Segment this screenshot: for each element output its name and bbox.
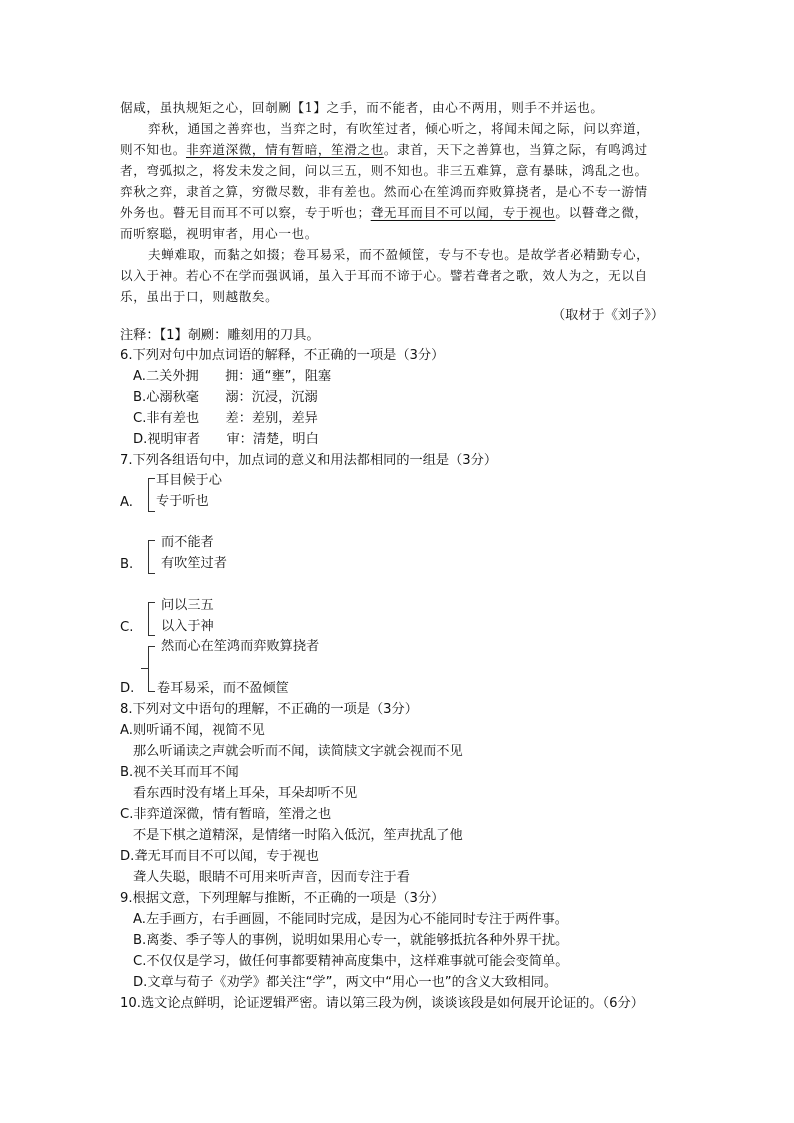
q8-option-b-translation: 看东西时没有堵上耳朵，耳朵却听不见 [133, 786, 358, 801]
q7-option-a-label: A. [120, 495, 133, 510]
passage-line: 倨咸，虽执规矩之心，回剞劂【1】之手，而不能者，由心不两用，则手不并运也。 [120, 100, 604, 115]
underlined-sentence: 聋无耳而目不可以闻，专于视也 [370, 205, 556, 220]
q6-option-b: B.心溺秋毫 溺：沉浸，沉溺 [133, 390, 318, 405]
q9-option-d: D.文章与荀子《劝学》都关注“学”，两文中“用心一也”的含义大致相同。 [133, 975, 558, 990]
q9-option-b: B.离娄、季子等人的事例，说明如果用心专一，就能够抵抗各种外界干扰。 [133, 933, 569, 948]
option-brace [148, 478, 155, 512]
q7-option-c-item: 问以三五 [161, 598, 214, 613]
passage-line [120, 140, 648, 160]
q7-option-b-label: B. [120, 557, 134, 572]
brace-tick [141, 668, 148, 669]
q7-option-d-label: D. [120, 681, 135, 696]
source-citation: （取材于《刘子》） [552, 308, 665, 323]
passage-text: 则不知也。 [120, 142, 186, 157]
q8-option-c-translation: 不是下棋之道精深，是情绪一时陷入低沉，笙声扰乱了他 [133, 828, 463, 843]
question-7-stem: 7.下列各组语句中，加点词的意义和用法都相同的一组是（3分） [120, 453, 498, 468]
q6-option-d: D.视明审者 审：清楚，明白 [133, 432, 319, 447]
q7-option-a-item: 耳目候于心 [156, 473, 222, 488]
question-8-stem: 8.下列对文中语句的理解，不正确的一项是（3分） [120, 702, 418, 717]
passage-line: 而听察聪，视明审者，用心一也。 [120, 226, 318, 241]
passage-line: 弈秋，通国之善弈也，当弈之时，有吹笙过者，倾心听之，将闻未闻之际，问以弈道， [148, 121, 650, 136]
passage-line [120, 203, 648, 223]
q6-option-c: C.非有差也 差：差别，差异 [133, 411, 318, 426]
q9-option-c: C.不仅仅是学习，做任何事都要精神高度集中，这样难事就可能会变简单。 [133, 954, 569, 969]
question-10-stem: 10.选文论点鲜明，论证逻辑严密。请以第三段为例，谈谈该段是如何展开论证的。（6分） [120, 996, 644, 1011]
q7-option-d-item: 然而心在笙鸿而弈败算挠者 [161, 639, 320, 654]
option-brace [148, 540, 155, 574]
q8-option-d-translation: 聋人失聪，眼睛不可用来听声音，因而专注于看 [133, 870, 410, 885]
q7-option-c-label: C. [120, 620, 134, 635]
option-brace [148, 646, 155, 692]
q7-option-c-item: 以入于神 [161, 619, 214, 634]
underlined-sentence: 非弈道深微，情有暂暗，笙滑之也 [185, 142, 384, 157]
q9-option-a: A.左手画方，右手画圆，不能同时完成，是因为心不能同时专注于两件事。 [133, 912, 568, 927]
passage-line: 乐，虽出于口，则越散矣。 [120, 289, 279, 304]
passage-text: 。以瞽聋之微， [555, 205, 648, 220]
annotation-note: 注释：【1】剞劂：雕刻用的刀具。 [120, 328, 320, 343]
passage-text: 。隶首，天下之善算也，当算之际，有鸣鸿过 [383, 142, 648, 157]
passage-line: 弈秋之弈，隶首之算，穷微尽数，非有差也。然而心在笙鸿而弈败算挠者，是心不专一游情 [120, 184, 648, 199]
q8-option-a: A.则听诵不闻，视简不见 [120, 723, 265, 738]
passage-line: 以入于神。若心不在学而强讽诵，虽入于耳而不谛于心。譬若聋者之歌，效人为之，无以自 [120, 268, 648, 283]
q7-option-a-item: 专于听也 [156, 494, 209, 509]
q7-option-b-item: 有吹笙过者 [161, 556, 227, 571]
question-9-stem: 9.根据文意，下列理解与推断，不正确的一项是（3分） [120, 891, 445, 906]
q6-option-a: A.二关外拥 拥：通“壅”，阻塞 [133, 369, 332, 384]
q8-option-b: B.视不关耳而耳不闻 [120, 765, 239, 780]
passage-text: 外务也。瞽无目而耳不可以察，专于听也； [120, 205, 371, 220]
question-6-stem: 6.下列对句中加点词语的解释，不正确的一项是（3分） [120, 348, 445, 363]
option-brace [148, 602, 155, 636]
q7-option-b-item: 而不能者 [161, 535, 214, 550]
q7-option-d-item: 卷耳易采，而不盈倾筐 [157, 681, 289, 696]
q8-option-a-translation: 那么听诵读之声就会听而不闻，读简牍文字就会视而不见 [133, 744, 463, 759]
q8-option-c: C.非弈道深微，情有暂暗，笙滑之也 [120, 807, 332, 822]
passage-line: 者，弯弧拟之，将发未发之间，问以三五，则不知也。非三五难算，意有暴昧，鸿乱之也。 [120, 163, 648, 178]
passage-line: 夫蝉难取，而黏之如掇；卷耳易采，而不盈倾筐，专与不专也。是故学者必精勤专心， [148, 247, 650, 262]
q8-option-d: D.聋无耳而目不可以闻，专于视也 [120, 849, 319, 864]
